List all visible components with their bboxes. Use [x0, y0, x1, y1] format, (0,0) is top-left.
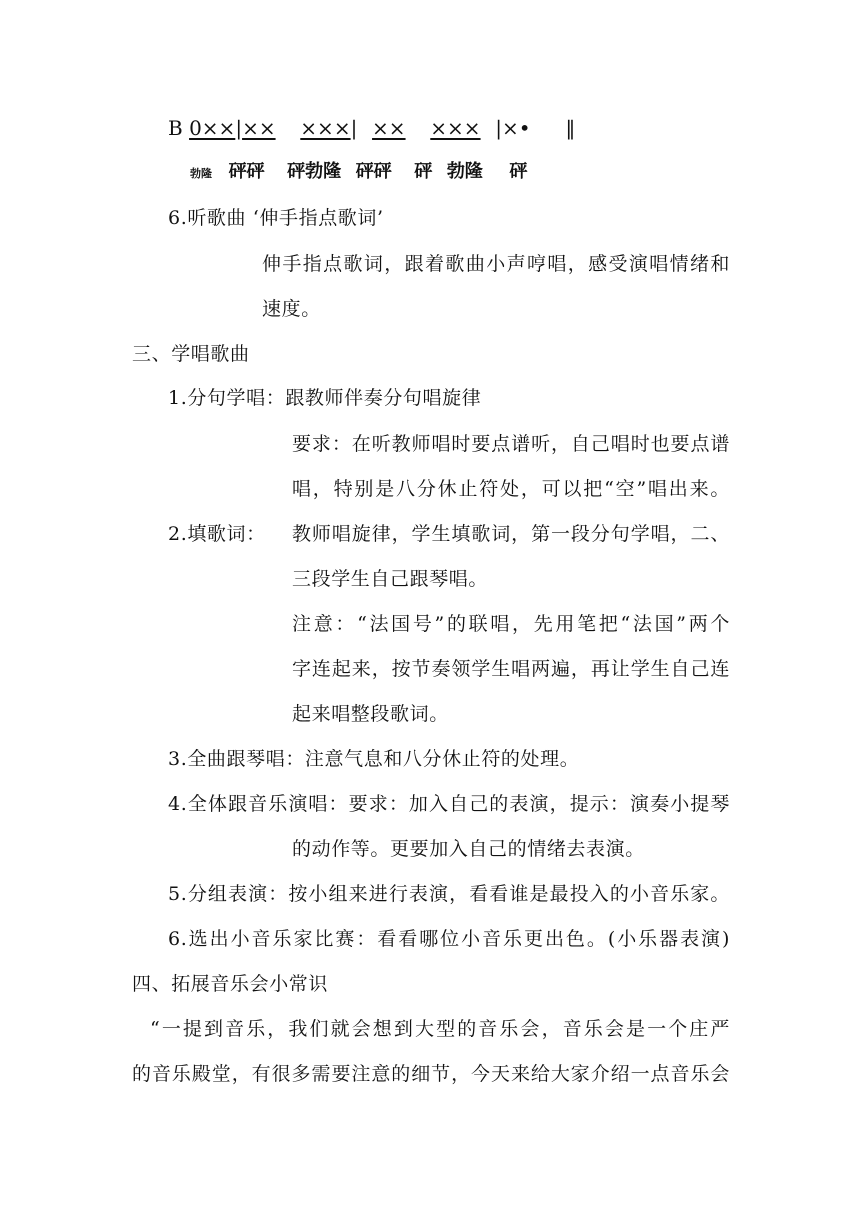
rhythm-measure-4: ×××: [430, 116, 481, 140]
drum-syllable: 勃隆: [446, 161, 483, 182]
drum-syllable: 砰砰: [355, 161, 392, 182]
section-heading-4: 四、拓展音乐会小常识: [132, 973, 329, 995]
bar-line: |: [235, 116, 243, 140]
bar-line: |: [350, 116, 358, 140]
paragraph-line: 三段学生自己跟琴唱。: [292, 568, 489, 590]
drum-syllables: [190, 160, 527, 186]
drum-syllable: 砰: [414, 161, 433, 182]
paragraph-line: 注意：“法国号”的联唱，先用笔把“法国”两个: [292, 613, 730, 635]
step-5-group: 5.分组表演：按小组来进行表演，看看谁是最投入的小音乐家。: [168, 883, 730, 905]
drum-syllable: 砰砰: [228, 161, 265, 182]
paragraph-line: 字连起来，按节奏领学生唱两遍，再让学生自己连: [292, 658, 730, 680]
rhythm-measure-1b: ××: [242, 116, 276, 140]
rhythm-notation: [168, 116, 575, 140]
rhythm-end: ×•: [502, 116, 531, 140]
bar-line: |: [495, 116, 503, 140]
paragraph-line: 速度。: [262, 298, 321, 320]
paragraph-line: 要求：在听教师唱时要点谱听，自己唱时也要点谱: [292, 433, 730, 455]
paragraph-line: “一提到音乐，我们就会想到大型的音乐会，音乐会是一个庄严: [150, 1018, 730, 1040]
drum-syllable: 砰: [509, 161, 528, 182]
paragraph-line: 起来唱整段歌词。: [292, 703, 449, 725]
paragraph-line: 伸手指点歌词，跟着歌曲小声哼唱，感受演唱情绪和: [262, 253, 730, 275]
step-1-phrase: 1.分句学唱：跟教师伴奏分句唱旋律: [168, 387, 482, 409]
rhythm-measure-2: ×××: [300, 116, 351, 140]
rhythm-measure-1: 0××: [189, 116, 236, 140]
drum-syllable: 砰勃隆: [287, 161, 342, 182]
step-4-perform: 4.全体跟音乐演唱：要求：加入自己的表演，提示：演奏小提琴: [168, 793, 730, 815]
rhythm-prefix: B: [168, 116, 183, 140]
step-3-full-song: 3.全曲跟琴唱：注意气息和八分休止符的处理。: [168, 748, 580, 770]
step-6-listen: 6.听歌曲 ‘伸手指点歌词’: [168, 207, 384, 229]
section-heading-3: 三、学唱歌曲: [132, 343, 250, 365]
drum-syllable-small: 勃隆: [190, 167, 212, 180]
final-bar-line: ‖: [565, 116, 576, 140]
step-6-contest: 6.选出小音乐家比赛：看看哪位小音乐更出色。(小乐器表演): [168, 928, 730, 950]
rhythm-measure-3: ××: [372, 116, 406, 140]
paragraph-line: 的动作等。更要加入自己的情绪去表演。: [292, 838, 645, 860]
paragraph-line: 唱，特别是八分休止符处，可以把“空”唱出来。: [292, 478, 730, 500]
step-2-label: 2.填歌词：: [168, 523, 266, 545]
paragraph-line: 教师唱旋律，学生填歌词，第一段分句学唱，二、: [292, 523, 730, 545]
paragraph-line: 的音乐殿堂，有很多需要注意的细节，今天来给大家介绍一点音乐会: [132, 1063, 730, 1085]
